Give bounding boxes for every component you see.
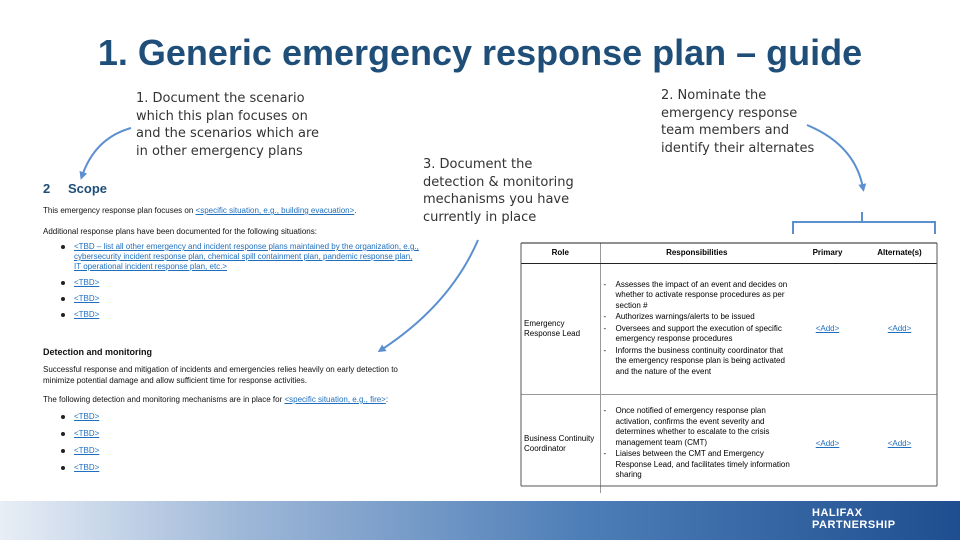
callout-detection: 3. Document the detection & monitoring mechanisms you have currently in place — [423, 157, 574, 225]
detection-para-line1: Successful response and mitigation of incidents and emergencies relies heavily on early detection to — [43, 365, 398, 374]
responsibility-item: - Informs the business continuity coordinator that the emergency response plan is being activated and the nature of the event — [603, 345, 785, 376]
detection-mech-prefix: The following detection and monitoring mechanisms are in place for — [43, 395, 285, 404]
arrow-detection — [381, 240, 478, 350]
scope-tbd-item[interactable]: <TBD> — [74, 310, 100, 319]
detection-heading: Detection and monitoring — [43, 347, 152, 357]
page-title: 1. Generic emergency response plan – guide — [97, 32, 863, 73]
header-responsibilities: Responsibilities — [600, 243, 793, 264]
responsibility-item: - Liaises between the CMT and Emergency Response Lead, and facilitates timely information sharing — [603, 449, 790, 480]
partner-logo — [812, 507, 896, 531]
scope-tbd-list-line2[interactable]: cybersecurity incident response plan, chemical spill containment plan, pandemic response plan, — [74, 252, 413, 261]
responsibility-item: - Oversees and support the execution of specific emergency response procedures — [603, 323, 782, 344]
scope-tbd-list-line1[interactable]: <TBD – list all other emergency and incident response plans maintained by the organization, e.g., — [74, 242, 419, 251]
alternate-cell[interactable]: <Add> — [862, 264, 937, 395]
callout-scope: 1. Document the scenario which this plan focuses on and the scenarios which are in other emergency plans — [136, 91, 320, 159]
responsibility-item: - Assesses the impact of an event and decides on whether to activate response procedures as per section # — [603, 279, 788, 310]
detection-tbd-item[interactable]: <TBD> — [74, 463, 100, 472]
detection-tbd-item[interactable]: <TBD> — [74, 429, 100, 438]
scope-additional-text: Additional response plans have been documented for the following situations: — [43, 227, 317, 236]
detection-para-line2: minimize potential damage and allow sufficient time for response activities. — [43, 376, 307, 385]
scope-tbd-item[interactable]: <TBD> — [74, 294, 100, 303]
scope-focus-suffix: . — [354, 206, 357, 215]
scope-focus-prefix: This emergency response plan focuses on — [43, 206, 196, 215]
responsibility-item: - Once notified of emergency response plan activation, confirms the event severity and determines whether to escalate to the crisis management team (CMT) — [603, 406, 770, 447]
logo-line2: PARTNERSHIP — [812, 519, 896, 531]
arrow-team — [807, 125, 863, 188]
primary-cell[interactable]: <Add> — [793, 264, 862, 395]
scope-tbd-list-line3[interactable]: IT operational incident response plan, etc.> — [74, 262, 228, 271]
primary-cell[interactable]: <Add> — [815, 438, 840, 448]
bracket-team — [793, 212, 935, 234]
role-cell: Emergency Response Lead — [521, 264, 600, 395]
header-primary: Primary — [793, 243, 862, 264]
detection-mech-link[interactable]: <specific situation, e.g., fire> — [284, 395, 386, 404]
header-role: Role — [521, 243, 600, 264]
scope-tbd-item[interactable]: <TBD> — [74, 278, 100, 287]
detection-mech-suffix: : — [385, 395, 389, 404]
arrow-scope — [82, 128, 131, 176]
role-cell: Business Continuity Coordinator — [521, 395, 600, 494]
scope-focus-link[interactable]: <specific situation, e.g., building evacuation> — [195, 206, 355, 215]
detection-tbd-item[interactable]: <TBD> — [74, 412, 100, 421]
logo-line1: HALIFAX — [812, 507, 863, 519]
detection-tbd-item[interactable]: <TBD> — [74, 446, 100, 455]
header-alternates: Alternate(s) — [862, 243, 937, 264]
responsibility-item: - Authorizes warnings/alerts to be issued — [603, 312, 755, 322]
scope-heading: Scope — [68, 181, 108, 196]
scope-number: 2 — [43, 181, 51, 196]
alternate-cell[interactable]: <Add> — [887, 438, 912, 448]
callout-team: 2. Nominate the emergency response team members and identify their alternates — [661, 88, 815, 156]
